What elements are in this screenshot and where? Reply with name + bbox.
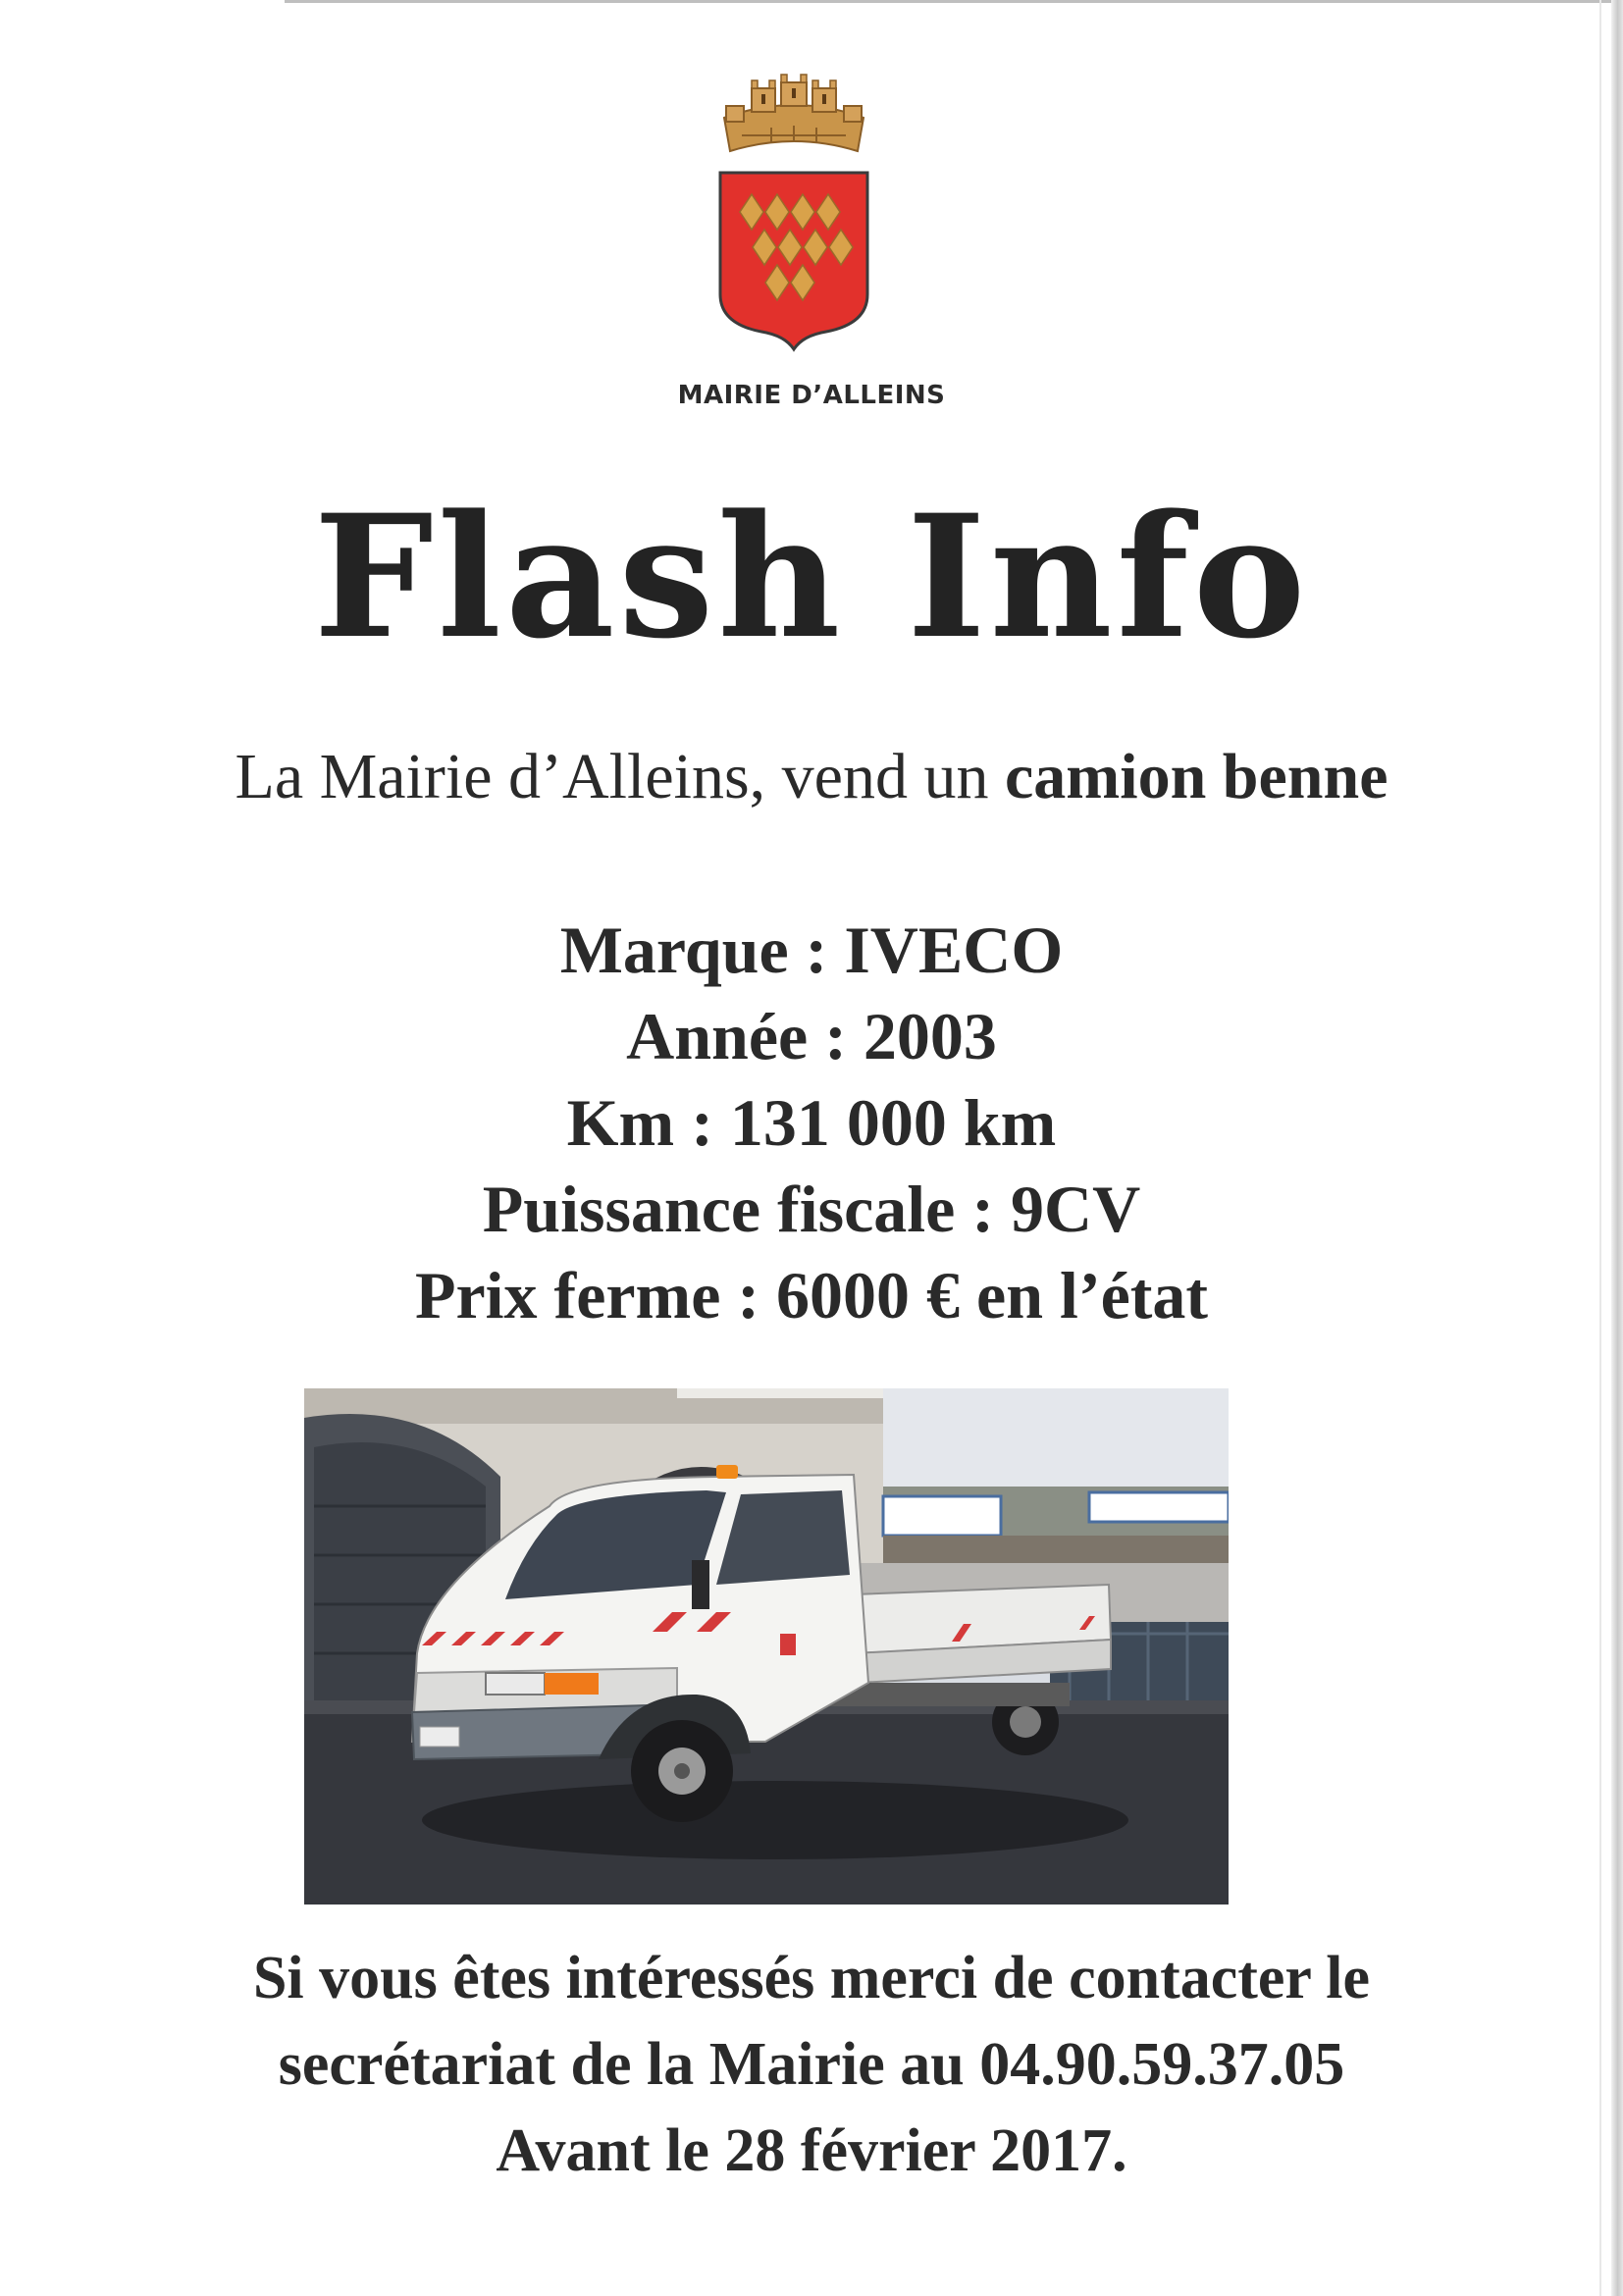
announcement-line (0, 738, 1623, 816)
mairie-label: MAIRIE D’ALLEINS (677, 381, 946, 410)
spec-value: IVECO (844, 913, 1064, 987)
spec-value: 131 000 km (729, 1085, 1057, 1160)
vehicle-specs (0, 907, 1623, 1338)
truck-photo (304, 1388, 1229, 1905)
spec-row-annee: Année : 2003 (626, 999, 997, 1073)
shield-icon (720, 173, 867, 349)
spec-row-prix: Prix ferme : 6000 € en l’état (414, 1258, 1209, 1332)
spec-label: Année (626, 999, 809, 1073)
spec-value: 9CV (1011, 1172, 1141, 1246)
spec-row-marque: Marque : IVECO (559, 913, 1064, 987)
spec-label: Prix ferme (414, 1258, 721, 1332)
spec-label: Puissance fiscale (482, 1172, 956, 1246)
spec-row-puissance: Puissance fiscale : 9CV (482, 1172, 1141, 1246)
contact-line-1: Si vous êtes intéressés merci de contacter le (252, 1945, 1371, 2011)
contact-line-3: Avant le 28 février 2017. (496, 2117, 1127, 2184)
spec-label: Km (566, 1085, 675, 1160)
spec-label: Marque (559, 913, 789, 987)
spec-value: 2003 (863, 999, 997, 1073)
alleins-coat-of-arms-icon (712, 67, 875, 361)
contact-line-2: secrétariat de la Mairie au 04.90.59.37.05 (278, 2031, 1345, 2098)
mural-crown-icon (724, 75, 864, 151)
flash-info-title: Flash Info (313, 477, 1310, 676)
contact-notice (0, 1935, 1623, 2194)
spec-row-km: Km : 131 000 km (566, 1085, 1057, 1160)
scan-top-edge (285, 0, 1623, 3)
announcement-item: camion benne (1004, 741, 1388, 812)
announcement-lead: La Mairie d’Alleins, vend un (235, 741, 989, 812)
spec-value: 6000 € en l’état (776, 1258, 1209, 1332)
